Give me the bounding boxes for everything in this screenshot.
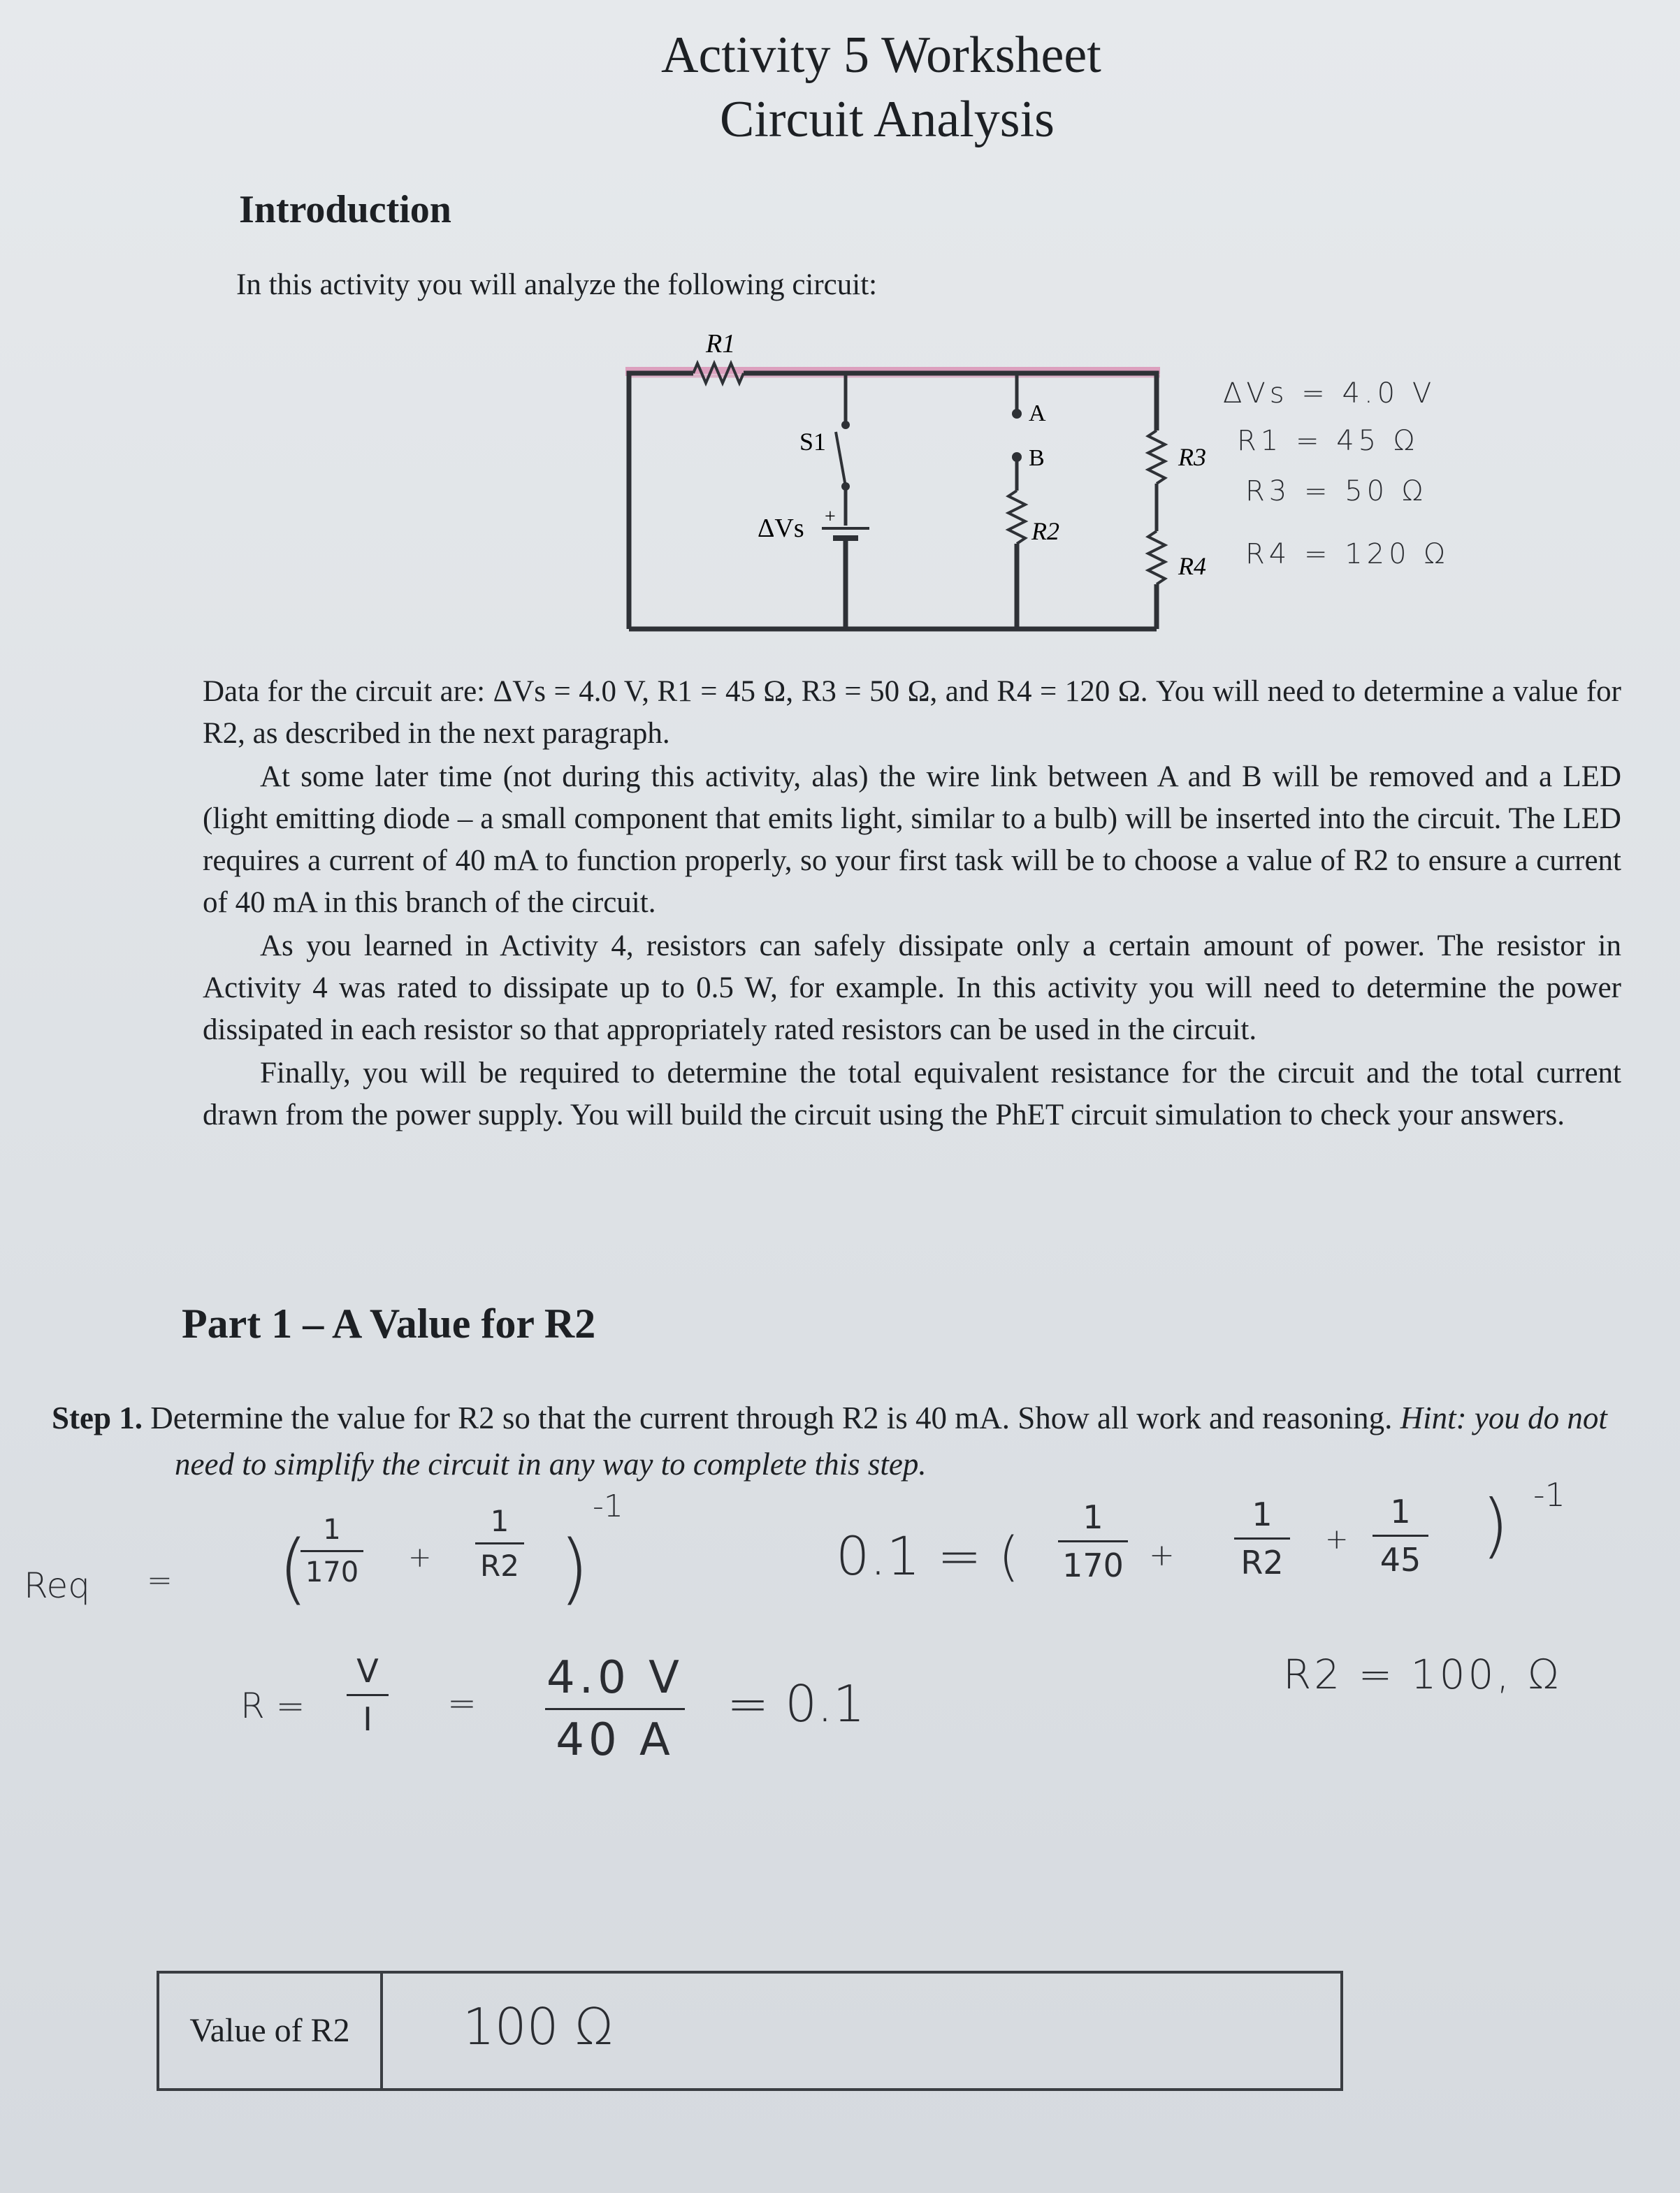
eq-left: 0.1 = ( [836, 1525, 1020, 1587]
answer-box [157, 1971, 1343, 2091]
eq-plus-1: + [1149, 1537, 1175, 1573]
introduction-lead: In this activity you will analyze the following circuit: [236, 268, 878, 301]
label-plus: + [825, 506, 836, 528]
power-paragraph: As you learned in Activity 4, resistors can safely dissipate only a certain amount of power. The resistor in Activity 4 was rated to dissipate up to 0.5 W, for example. In this activity you will need to determine the power dissipated in each resistor so that appropriately rated resistors can be used in the circuit. [203, 929, 1621, 1046]
frac-1-over-170-b: 1 170 [1058, 1498, 1128, 1584]
req-close-paren: ) [559, 1523, 589, 1613]
r2-result: R2 = 100, Ω [1283, 1651, 1562, 1698]
ohm-equals: = [447, 1683, 477, 1723]
wire-top [629, 373, 693, 629]
label-dvs: ΔVs [758, 514, 804, 543]
wire-top-right [744, 373, 1157, 430]
part1-heading: Part 1 – A Value for R2 [182, 1301, 596, 1347]
label-b: B [1029, 445, 1045, 471]
note-r4: R4 = 120 Ω [1245, 538, 1449, 570]
data-paragraph: Data for the circuit are: ΔVs = 4.0 V, R1 = 45 Ω, R3 = 50 Ω, and R4 = 120 Ω. You will need to determine a value for R2, as described in the next paragraph. [203, 675, 1621, 750]
page-subtitle: Circuit Analysis [720, 91, 1055, 148]
label-r3: R3 [1178, 443, 1206, 471]
answer-value[interactable]: 100 Ω [463, 1997, 614, 2056]
ohm-lhs: R = [240, 1686, 305, 1726]
eq-close-paren: ) [1482, 1484, 1509, 1566]
resistor-r2 [1008, 491, 1025, 544]
resistor-r4 [1148, 531, 1165, 584]
label-r4: R4 [1178, 552, 1206, 580]
node-a [1012, 409, 1022, 419]
switch-contact-top [841, 421, 850, 429]
hint-text: you do not need to simplify the circuit in any way to complete this step. [175, 1401, 1607, 1482]
label-r1: R1 [706, 329, 736, 359]
switch-s1-blade [836, 432, 846, 486]
eq-exponent: -1 [1533, 1476, 1565, 1514]
frac-volts-over-amps: 4.0 V 40 A [545, 1652, 685, 1766]
req-plus: + [408, 1542, 432, 1574]
label-a: A [1029, 400, 1046, 426]
req-open-paren: ( [278, 1523, 308, 1613]
note-dvs: ΔVs = 4.0 V [1223, 377, 1436, 410]
step1-label: Step 1. [52, 1401, 143, 1435]
hint-label: Hint: [1400, 1401, 1467, 1435]
frac-1-over-45: 1 45 [1373, 1493, 1428, 1579]
ohm-result: = 0.1 [727, 1674, 865, 1733]
eq-plus-2: + [1325, 1523, 1349, 1556]
frac-v-over-i: V I [347, 1652, 389, 1738]
answer-label: Value of R2 [159, 1974, 383, 2088]
req-exponent: -1 [593, 1489, 623, 1524]
led-paragraph: At some later time (not during this activity, alas) the wire link between A and B will be removed and a LED (light emitting diode – a small component that emits light, similar to a bulb) will be inserted into the circuit. The LED requires a current of 40 mA to function properly, so your first task will be to choose a value of R2 to ensure a current of 40 mA in this branch of the circuit. [203, 760, 1621, 919]
step1-block [52, 1395, 1666, 1487]
label-s1: S1 [799, 428, 827, 456]
note-r3: R3 = 50 Ω [1245, 475, 1428, 507]
resistor-r1 [693, 363, 744, 383]
introduction-heading: Introduction [239, 188, 451, 231]
total-paragraph: Finally, you will be required to determine the total equivalent resistance for the circuit and the total current drawn from the power supply. You will build the circuit using the PhET circuit simulation to check your answers. [203, 1057, 1621, 1131]
req-equals: = [147, 1563, 173, 1598]
frac-1-over-r2-b: 1 R2 [1234, 1496, 1290, 1582]
label-r2: R2 [1031, 517, 1059, 545]
req-label: Req [24, 1565, 90, 1606]
resistor-r3 [1148, 430, 1165, 484]
page-title: Activity 5 Worksheet [661, 27, 1101, 84]
introduction-body [203, 671, 1621, 1136]
note-r1: R1 = 45 Ω [1237, 425, 1419, 457]
frac-1-over-170: 1 170 [300, 1514, 363, 1588]
step1-text: Determine the value for R2 so that the current through R2 is 40 mA. Show all work and reasoning. [150, 1401, 1393, 1435]
frac-1-over-r2: 1 R2 [475, 1504, 524, 1583]
